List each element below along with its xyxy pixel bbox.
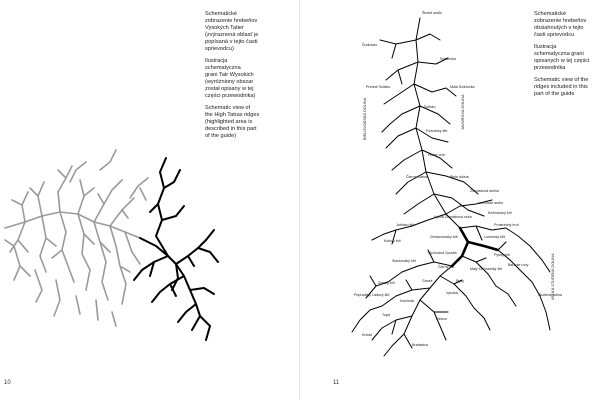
map-label: Ganek: [422, 279, 433, 283]
map-label: Ostrva: [436, 317, 447, 321]
map-label: Biela dolina: [450, 175, 469, 179]
region-label: BIELOVODSKÁ DOLINA: [363, 97, 367, 140]
map-label: Bradavica: [412, 343, 428, 347]
map-label: Kežmarský štít: [488, 211, 512, 215]
map-label: Baranie rohy: [508, 263, 529, 267]
map-label: Malý Kežmarský štít: [470, 267, 503, 271]
map-label: Jahňací štít: [396, 223, 415, 227]
map-label: Východná Vysoká: [428, 251, 457, 255]
map-label: Svišťovka: [440, 57, 456, 61]
map-label: Zlomisková dolina: [470, 189, 499, 193]
map-label: Rysy: [456, 279, 464, 283]
caption-slovak: Schematické zobrazenie hrebeňov obsiahnutých v tejto časti sprievodcu: [534, 11, 587, 38]
map-label: Široké sedlo: [422, 11, 442, 15]
map-label: Solisko: [424, 105, 436, 109]
map-label: Furkotský štít: [426, 129, 448, 133]
right-page: [300, 0, 600, 400]
map-label: Čierny štít: [438, 265, 455, 269]
map-label: Čierna dolina: [406, 175, 428, 179]
map-label: Tupá: [382, 313, 391, 317]
map-label: Lomnické sedlo: [478, 201, 503, 205]
caption-english: Schematic view of the High Tatras ridges (highlighted area is described in this part of the guide): [205, 105, 260, 139]
map-label: Hrubý vrch: [428, 153, 446, 157]
caption-polish: Ilustracja schematyczna grani opisanych w tej części przewodnika: [534, 44, 590, 71]
grey-ridges: [5, 150, 148, 326]
caption-slovak: Schematické zobrazenie hrebeňov Vysokých Tatier (zvýraznená oblasť je popísaná v tejto časti sprievodcu): [205, 11, 259, 52]
map-label: Popradský Ľadový štít: [354, 293, 390, 297]
right-caption: [534, 11, 596, 103]
map-label: Lomnický štít: [484, 235, 505, 239]
detail-ridges: [352, 18, 550, 356]
page-number: 11: [333, 380, 340, 386]
map-label: Kolový štít: [384, 239, 401, 243]
map-label: Vyšná Zlomisková veža: [434, 215, 472, 219]
caption-english: Schematic view of the ridges included in this part of the guide: [534, 77, 589, 97]
caption-polish: Ilustracja schematyczna grani Tatr Wysokich (wyróżniony obszar został opisany w tej części przewodnika): [205, 58, 256, 99]
map-label: Slavkovský štít: [392, 259, 416, 263]
map-labels: [354, 10, 562, 347]
map-label: Končistá: [400, 299, 414, 303]
region-label: VEĽKÁ STUDENÁ DOLINA: [551, 253, 555, 300]
map-label: Predné Solisko: [366, 85, 391, 89]
map-label: Ďurkovec: [362, 43, 378, 47]
map-label: Pyšný štít: [494, 253, 510, 257]
highlighted-ridges: [134, 158, 218, 340]
region-label: JAVOROVÁ DOLINA: [461, 94, 465, 130]
highlighted-section: [452, 228, 498, 266]
map-label: Studená dolina: [538, 293, 562, 297]
page-number: 10: [4, 380, 11, 386]
map-label: Gerlachovský štít: [430, 235, 458, 239]
map-label: Malá Svišťovka: [450, 85, 475, 89]
left-caption: [205, 11, 287, 145]
map-label: Zmrzlý štít: [378, 281, 395, 285]
map-label: Prostredný hrot: [494, 223, 519, 227]
map-label: Vysoká: [446, 291, 458, 295]
map-label: Kriváň: [362, 333, 373, 337]
